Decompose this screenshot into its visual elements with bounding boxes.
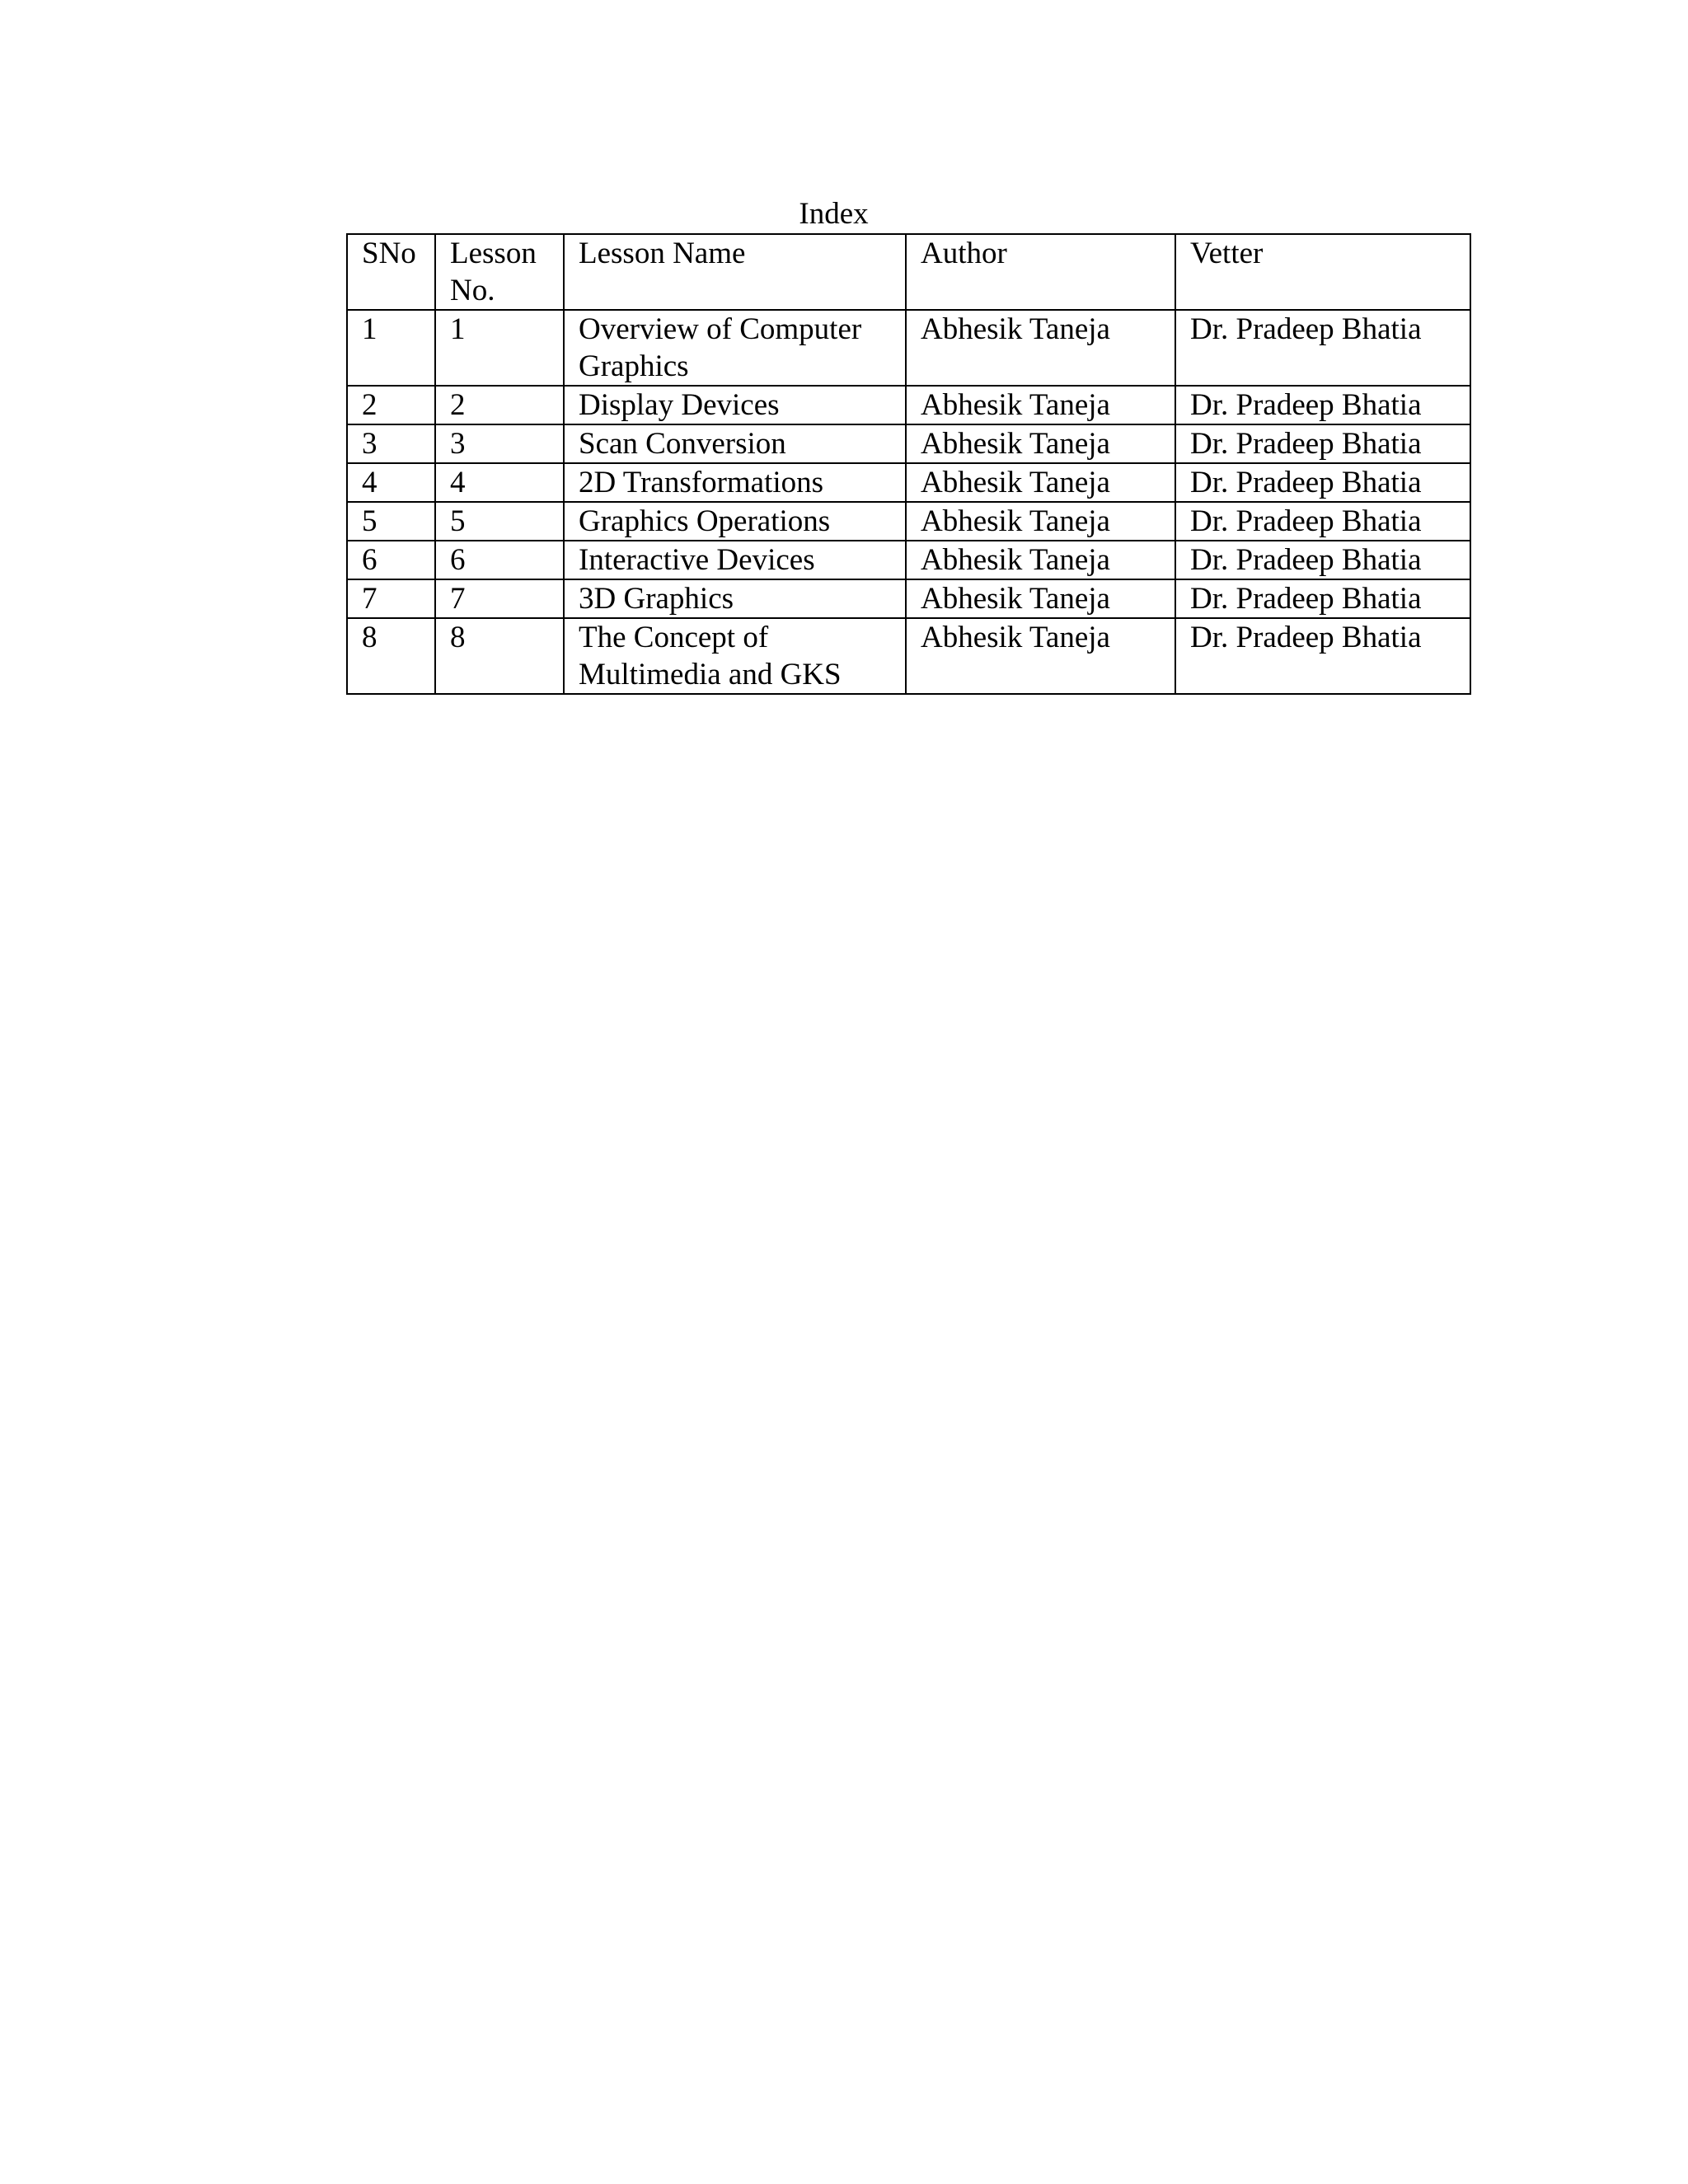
cell-author: Abhesik Taneja: [906, 310, 1175, 386]
cell-sno: 1: [347, 310, 435, 386]
cell-lesson-name: Scan Conversion: [564, 424, 906, 463]
cell-author: Abhesik Taneja: [906, 424, 1175, 463]
cell-lesson-name: Overview of Computer Graphics: [564, 310, 906, 386]
cell-author: Abhesik Taneja: [906, 463, 1175, 502]
cell-lesson-no: 4: [435, 463, 564, 502]
table-row: [347, 463, 1470, 502]
index-table: [346, 233, 1471, 695]
cell-lesson-no: 7: [435, 579, 564, 618]
cell-lesson-no: 5: [435, 502, 564, 541]
cell-sno: 2: [347, 386, 435, 424]
cell-vetter: Dr. Pradeep Bhatia: [1175, 463, 1470, 502]
column-header-sno: SNo: [347, 234, 435, 310]
cell-lesson-name: The Concept of Multimedia and GKS: [564, 618, 906, 694]
cell-sno: 4: [347, 463, 435, 502]
cell-author: Abhesik Taneja: [906, 579, 1175, 618]
table-row: [347, 424, 1470, 463]
cell-lesson-name: Interactive Devices: [564, 541, 906, 579]
cell-author: Abhesik Taneja: [906, 502, 1175, 541]
table-row: [347, 310, 1470, 386]
cell-author: Abhesik Taneja: [906, 386, 1175, 424]
cell-sno: 8: [347, 618, 435, 694]
cell-lesson-no: 8: [435, 618, 564, 694]
table-header-row: [347, 234, 1470, 310]
cell-lesson-no: 2: [435, 386, 564, 424]
cell-lesson-name: Display Devices: [564, 386, 906, 424]
cell-vetter: Dr. Pradeep Bhatia: [1175, 424, 1470, 463]
cell-vetter: Dr. Pradeep Bhatia: [1175, 310, 1470, 386]
cell-vetter: Dr. Pradeep Bhatia: [1175, 386, 1470, 424]
cell-author: Abhesik Taneja: [906, 618, 1175, 694]
table-row: [347, 579, 1470, 618]
table-row: [347, 541, 1470, 579]
cell-sno: 6: [347, 541, 435, 579]
column-header-vetter: Vetter: [1175, 234, 1470, 310]
page-title: [346, 195, 1470, 233]
cell-vetter: Dr. Pradeep Bhatia: [1175, 618, 1470, 694]
table-row: [347, 386, 1470, 424]
table-row: [347, 502, 1470, 541]
column-header-author: Author: [906, 234, 1175, 310]
cell-sno: 5: [347, 502, 435, 541]
table-row: [347, 618, 1470, 694]
cell-vetter: Dr. Pradeep Bhatia: [1175, 502, 1470, 541]
page-title-text: Index: [799, 197, 869, 231]
cell-lesson-no: 3: [435, 424, 564, 463]
cell-sno: 7: [347, 579, 435, 618]
cell-sno: 3: [347, 424, 435, 463]
cell-lesson-name: 2D Transformations: [564, 463, 906, 502]
column-header-lesson-no: Lesson No.: [435, 234, 564, 310]
column-header-lesson-name: Lesson Name: [564, 234, 906, 310]
cell-vetter: Dr. Pradeep Bhatia: [1175, 579, 1470, 618]
cell-author: Abhesik Taneja: [906, 541, 1175, 579]
cell-lesson-no: 6: [435, 541, 564, 579]
cell-lesson-name: Graphics Operations: [564, 502, 906, 541]
cell-lesson-no: 1: [435, 310, 564, 386]
cell-vetter: Dr. Pradeep Bhatia: [1175, 541, 1470, 579]
cell-lesson-name: 3D Graphics: [564, 579, 906, 618]
